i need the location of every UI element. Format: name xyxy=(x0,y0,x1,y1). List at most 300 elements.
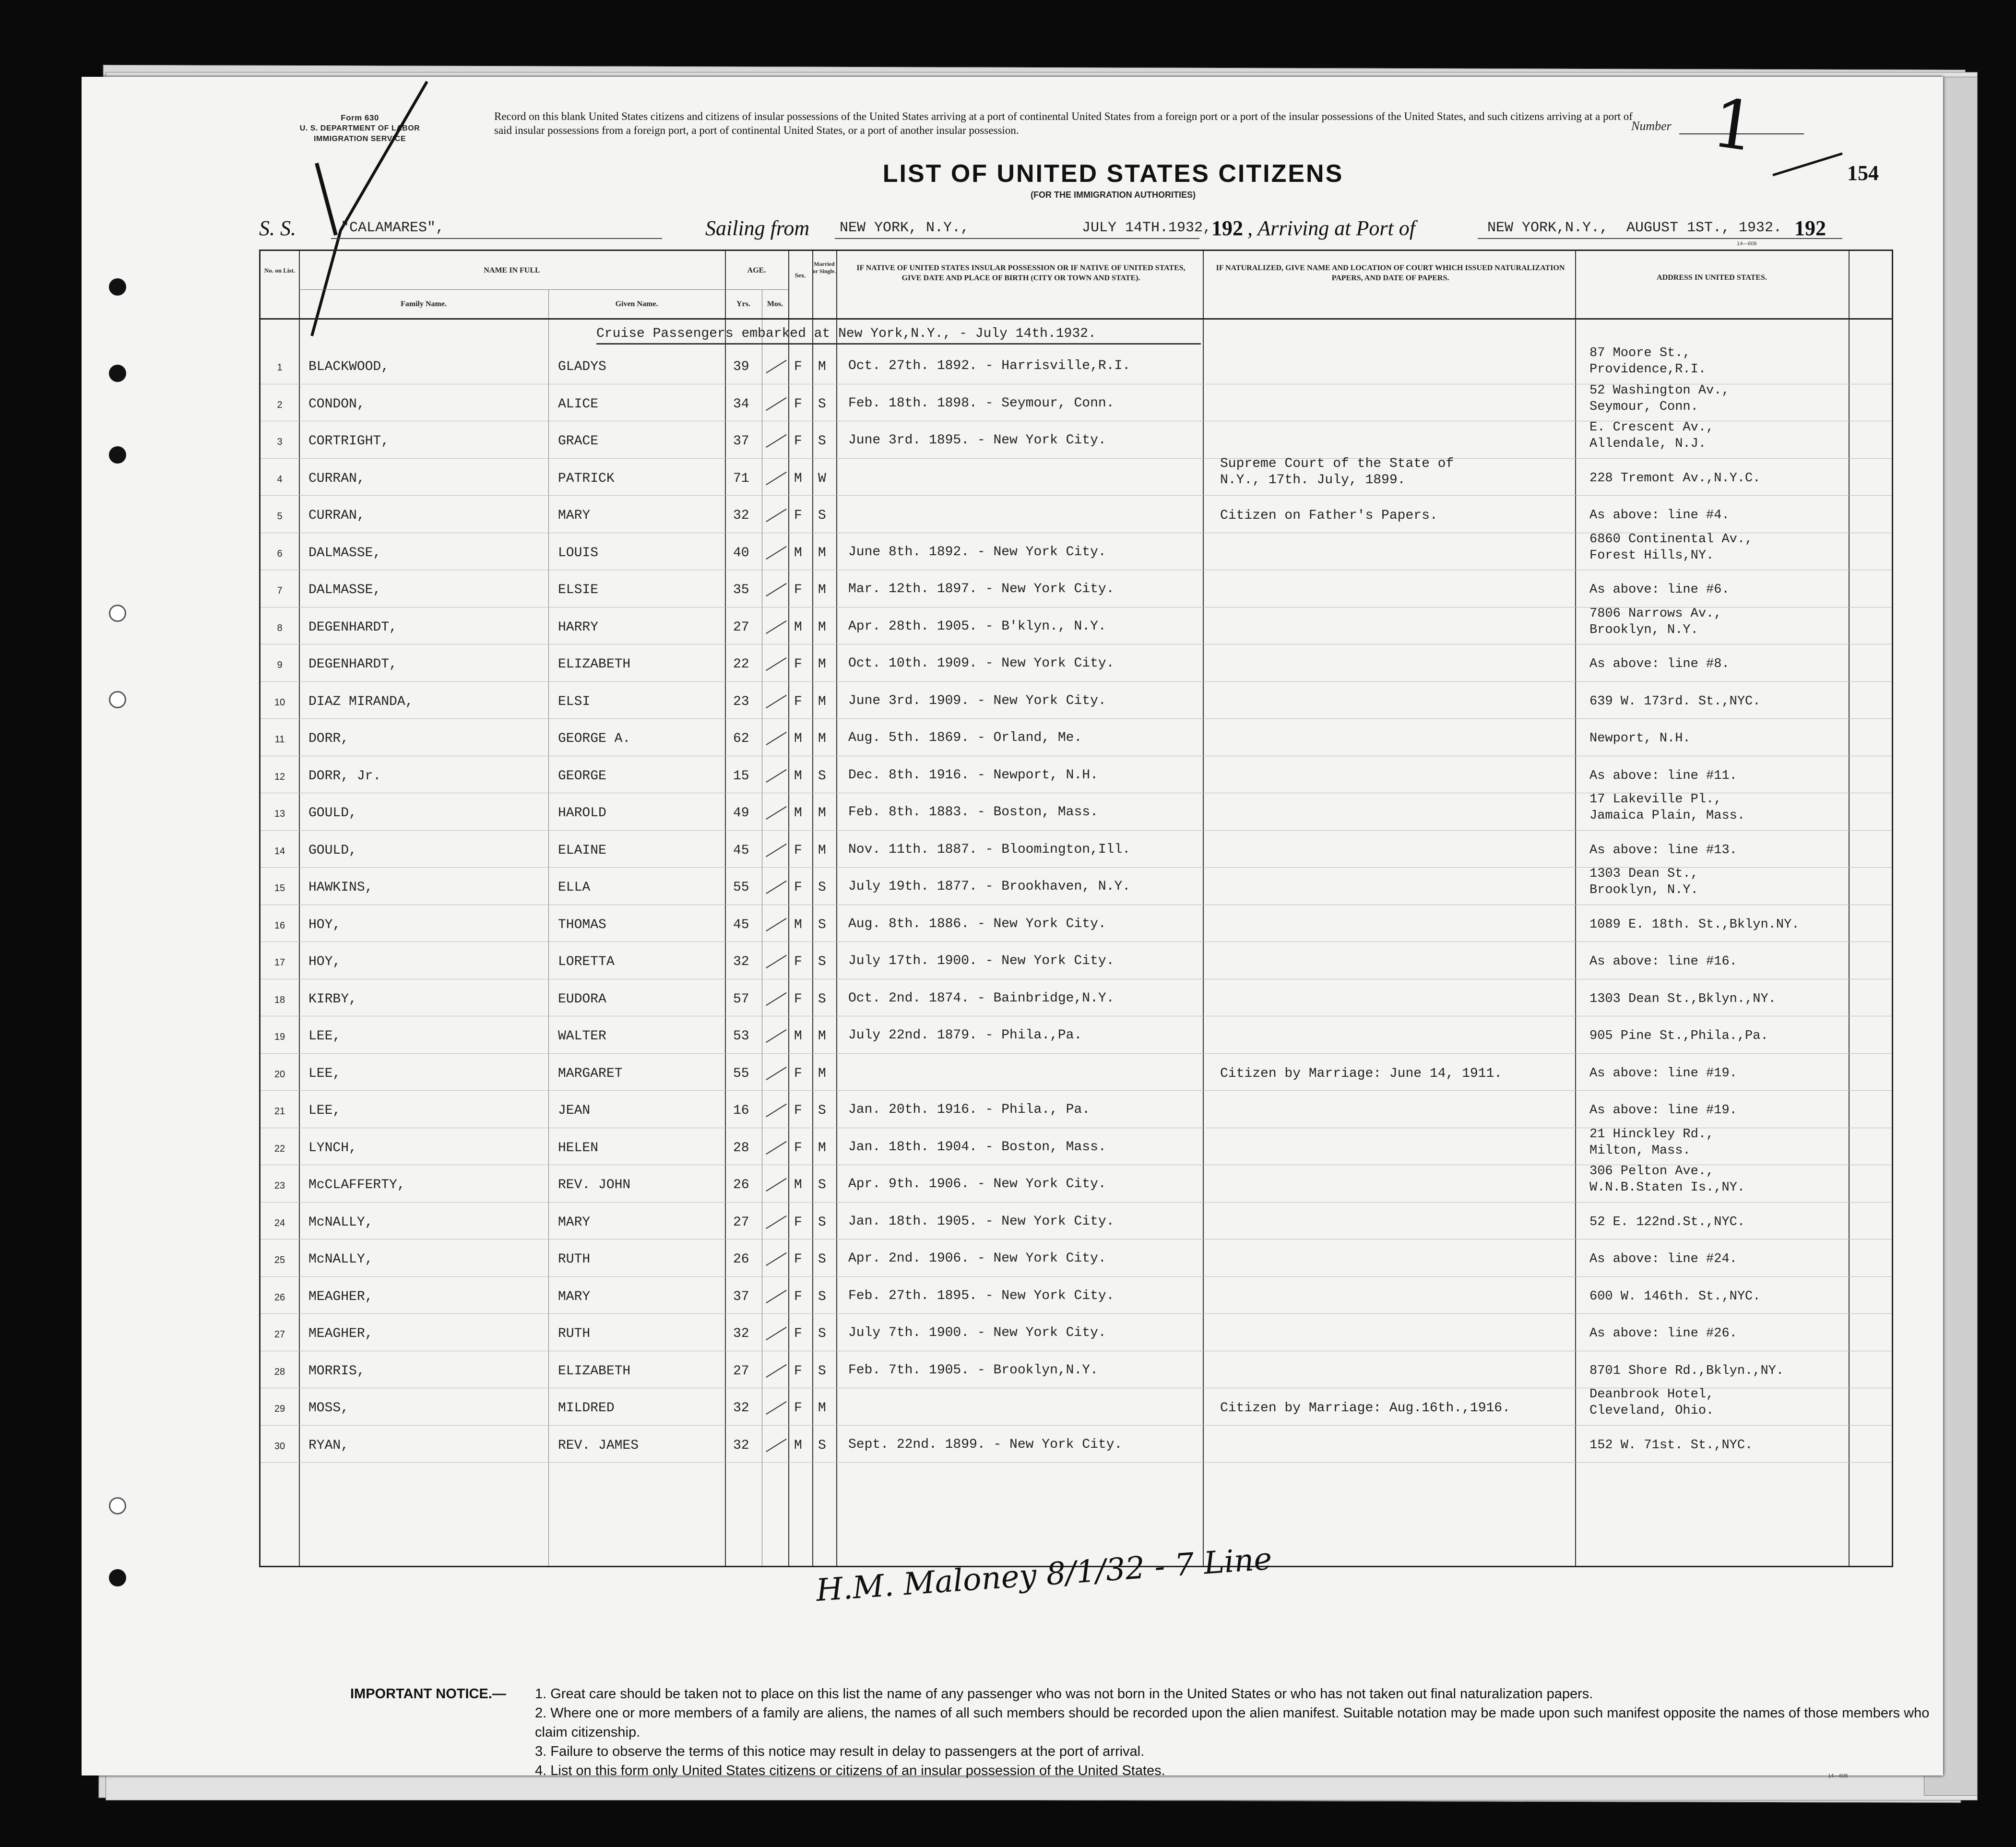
check-tick xyxy=(766,583,786,596)
notice-item: 1. Great care should be taken not to place on this list the name of any passenger who was not born in the United States or who has not taken out final naturalization papers. xyxy=(535,1686,1593,1702)
row-number: 22 xyxy=(274,1143,285,1154)
check-tick xyxy=(766,955,786,968)
marital-status: M xyxy=(818,1066,826,1081)
naturalization-info: Citizen on Father's Papers. xyxy=(1220,508,1438,523)
col-header-yrs: Yrs. xyxy=(736,300,750,308)
sex: F xyxy=(794,843,802,858)
naturalization-info: Citizen by Marriage: Aug.16th.,1916. xyxy=(1220,1401,1510,1416)
birth-info: Feb. 18th. 1898. - Seymour, Conn. xyxy=(848,395,1115,411)
address-line-1: 87 Moore St., xyxy=(1589,346,1691,360)
check-tick xyxy=(766,1215,786,1228)
row-number: 3 xyxy=(277,437,283,447)
col-header-given: Given Name. xyxy=(615,300,658,308)
manifest-page xyxy=(82,77,1943,1779)
row-number: 28 xyxy=(274,1366,285,1377)
table-row xyxy=(261,1091,1892,1128)
sex: M xyxy=(794,1178,802,1192)
age-years: 39 xyxy=(733,359,749,374)
address-line-1: 600 W. 146th. St.,NYC. xyxy=(1589,1289,1761,1304)
family-name: DORR, Jr. xyxy=(308,768,381,784)
row-number: 18 xyxy=(274,994,285,1005)
table-row xyxy=(261,1016,1892,1054)
marital-status: S xyxy=(818,508,826,523)
birth-info: Sept. 22nd. 1899. - New York City. xyxy=(848,1437,1123,1452)
address-line-1: As above: line #19. xyxy=(1589,1103,1737,1118)
footer-code: 14—606 xyxy=(1828,1773,1848,1779)
check-tick xyxy=(766,694,786,708)
age-years: 32 xyxy=(733,1438,749,1453)
sailing-label: Sailing from xyxy=(705,216,810,240)
address-line-1: 1303 Dean St., xyxy=(1589,867,1698,881)
check-tick xyxy=(766,1141,786,1154)
address-line-2: Forest Hills,NY. xyxy=(1589,548,1714,563)
address-line-2: Brooklyn, N.Y. xyxy=(1589,883,1698,897)
given-name: JEAN xyxy=(558,1103,591,1118)
family-name: LEE, xyxy=(308,1029,341,1044)
sex: F xyxy=(794,657,802,672)
sex: M xyxy=(794,768,802,784)
sex: M xyxy=(794,1029,802,1044)
row-number: 1 xyxy=(277,362,283,373)
col-header-sex: Sex. xyxy=(795,272,806,279)
given-name: MARY xyxy=(558,1289,591,1304)
address-line-1: 7806 Narrows Av., xyxy=(1589,606,1722,621)
family-name: MEAGHER, xyxy=(308,1326,373,1341)
sex: F xyxy=(794,1066,802,1081)
family-name: McNALLY, xyxy=(308,1215,373,1230)
sex: M xyxy=(794,1438,802,1453)
family-name: CURRAN, xyxy=(308,471,365,486)
birth-info: Oct. 27th. 1892. - Harrisville,R.I. xyxy=(848,358,1131,373)
table-row xyxy=(261,421,1892,459)
birth-info: June 3rd. 1909. - New York City. xyxy=(848,693,1106,708)
age-years: 37 xyxy=(733,434,749,449)
row-number: 8 xyxy=(277,622,283,633)
marital-status: S xyxy=(818,434,826,449)
table-row xyxy=(261,1054,1892,1091)
marital-status: M xyxy=(818,1029,826,1044)
handwritten-signature: H.M. Maloney 8/1/32 - 7 Line xyxy=(815,1541,1273,1609)
family-name: CURRAN, xyxy=(308,508,365,523)
given-name: HARRY xyxy=(558,620,599,635)
age-years: 15 xyxy=(733,768,749,784)
birth-info: Feb. 7th. 1905. - Brooklyn,N.Y. xyxy=(848,1362,1098,1378)
ss-label: S. S. xyxy=(259,216,296,240)
age-years: 62 xyxy=(733,731,749,746)
marital-status: S xyxy=(818,396,826,412)
marital-status: M xyxy=(818,1401,826,1416)
table-row xyxy=(261,905,1892,942)
check-tick xyxy=(766,1066,786,1080)
marital-status: M xyxy=(818,359,826,374)
sex: M xyxy=(794,731,802,746)
notice-heading: IMPORTANT NOTICE.— xyxy=(350,1686,506,1702)
family-name: HOY, xyxy=(308,917,341,932)
sex: F xyxy=(794,694,802,709)
table-row xyxy=(261,1426,1892,1463)
col-header-mos: Mos. xyxy=(767,300,783,308)
address-line-1: 306 Pelton Ave., xyxy=(1589,1164,1714,1179)
form-number: Form 630 xyxy=(341,113,379,122)
check-tick xyxy=(766,881,786,894)
row-number: 19 xyxy=(274,1032,285,1042)
address-line-2: Seymour, Conn. xyxy=(1589,399,1698,414)
marital-status: S xyxy=(818,1103,826,1118)
age-years: 53 xyxy=(733,1029,749,1044)
marital-status: S xyxy=(818,954,826,969)
sex: F xyxy=(794,880,802,895)
table-row xyxy=(261,456,1892,496)
col-header-name: NAME IN FULL xyxy=(484,266,540,274)
service-name: IMMIGRATION SERVICE xyxy=(313,135,406,143)
address-line-1: 52 Washington Av., xyxy=(1589,383,1730,398)
address-line-1: As above: line #6. xyxy=(1589,583,1730,597)
birth-info: Oct. 10th. 1909. - New York City. xyxy=(848,656,1115,671)
birth-info: Nov. 11th. 1887. - Bloomington,Ill. xyxy=(848,842,1131,857)
sex: M xyxy=(794,620,802,635)
check-tick xyxy=(766,732,786,745)
naturalization-info: Citizen by Marriage: June 14, 1911. xyxy=(1220,1066,1503,1081)
age-years: 23 xyxy=(733,694,749,709)
age-years: 27 xyxy=(733,1215,749,1230)
birth-info: Apr. 28th. 1905. - B'klyn., N.Y. xyxy=(848,619,1106,634)
address-line-1: 905 Pine St.,Phila.,Pa. xyxy=(1589,1029,1768,1043)
age-years: 45 xyxy=(733,843,749,858)
binder-hole xyxy=(109,1569,126,1586)
intro-text: Record on this blank United States citizens and citizens of insular possessions of the United States arriving at a port of continental United States from a foreign port or a port of the insular possessions of the United States, and such citizens arriving at a port of said insular possessions from a foreign port, a port of continental United States, or a port of another insular possession. xyxy=(494,110,1633,136)
marital-status: M xyxy=(818,620,826,635)
given-name: ELIZABETH xyxy=(558,1363,631,1379)
birth-info: Aug. 5th. 1869. - Orland, Me. xyxy=(848,730,1082,745)
row-number: 15 xyxy=(274,883,285,894)
table-row xyxy=(261,1239,1892,1277)
row-number: 27 xyxy=(274,1329,285,1340)
family-name: CORTRIGHT, xyxy=(308,434,390,449)
check-tick xyxy=(766,657,786,671)
address-line-1: E. Crescent Av., xyxy=(1589,420,1714,435)
check-tick xyxy=(766,1252,786,1266)
family-name: MORRIS, xyxy=(308,1363,365,1379)
given-name: MARY xyxy=(558,1215,591,1230)
birth-info: Jan. 18th. 1905. - New York City. xyxy=(848,1214,1115,1229)
age-years: 55 xyxy=(733,1066,749,1081)
birth-info: June 3rd. 1895. - New York City. xyxy=(848,433,1106,448)
col-header-family: Family Name. xyxy=(401,300,447,308)
family-name: DEGENHARDT, xyxy=(308,620,397,635)
given-name: LOUIS xyxy=(558,545,599,560)
address-line-1: 17 Lakeville Pl., xyxy=(1589,792,1722,807)
family-name: GOULD, xyxy=(308,843,357,858)
age-years: 40 xyxy=(733,545,749,560)
age-years: 49 xyxy=(733,806,749,821)
table-row xyxy=(261,570,1892,608)
row-number: 7 xyxy=(277,585,283,596)
sailing-underline xyxy=(835,238,1199,239)
sex: F xyxy=(794,508,802,523)
family-name: HAWKINS, xyxy=(308,880,373,895)
birth-info: Jan. 18th. 1904. - Boston, Mass. xyxy=(848,1139,1106,1155)
address-line-2: Providence,R.I. xyxy=(1589,362,1707,377)
row-number: 11 xyxy=(274,734,285,745)
row-number: 2 xyxy=(277,399,283,410)
address-line-1: As above: line #16. xyxy=(1589,954,1737,969)
sex: F xyxy=(794,1252,802,1267)
given-name: GEORGE xyxy=(558,768,606,784)
address-line-1: 8701 Shore Rd.,Bklyn.,NY. xyxy=(1589,1363,1784,1378)
document-title: LIST OF UNITED STATES CITIZENS xyxy=(882,160,1344,188)
binder-hole xyxy=(109,1497,126,1514)
birth-info: Aug. 8th. 1886. - New York City. xyxy=(848,916,1106,931)
marital-status: M xyxy=(818,657,826,672)
marital-status: W xyxy=(818,471,826,486)
marital-status: M xyxy=(818,843,826,858)
age-years: 26 xyxy=(733,1252,749,1267)
address-line-2: Cleveland, Ohio. xyxy=(1589,1404,1714,1418)
cruise-note-underline xyxy=(596,343,1201,345)
age-years: 27 xyxy=(733,620,749,635)
row-number: 29 xyxy=(274,1404,285,1414)
age-years: 55 xyxy=(733,880,749,895)
arrival-date: AUGUST 1ST., 1932. xyxy=(1626,220,1782,236)
age-years: 35 xyxy=(733,583,749,597)
check-tick xyxy=(766,546,786,559)
check-tick xyxy=(766,1029,786,1043)
table-row xyxy=(261,1165,1892,1203)
table-row xyxy=(261,1314,1892,1351)
marital-status: M xyxy=(818,806,826,821)
row-number: 5 xyxy=(277,511,283,522)
row-number: 14 xyxy=(274,846,285,857)
birth-info: July 7th. 1900. - New York City. xyxy=(848,1325,1106,1340)
birth-info: July 22nd. 1879. - Phila.,Pa. xyxy=(848,1028,1082,1043)
passenger-table xyxy=(259,250,1893,1567)
table-row xyxy=(261,1203,1892,1240)
given-name: MARY xyxy=(558,508,591,523)
address-line-1: 52 E. 122nd.St.,NYC. xyxy=(1589,1215,1745,1229)
given-name: GLADYS xyxy=(558,359,606,374)
col-header-naturalized: IF NATURALIZED, GIVE NAME AND LOCATION OF COURT WHICH ISSUED NATURALIZATION PAPERS, AND DATE OF PAPERS. xyxy=(1216,264,1565,282)
ship-name: "CALAMARES", xyxy=(341,220,445,236)
table-row xyxy=(261,384,1892,422)
address-line-1: As above: line #24. xyxy=(1589,1252,1737,1266)
marital-status: S xyxy=(818,1215,826,1230)
notice-item: 3. Failure to observe the terms of this notice may result in delay to passengers at the port of arrival. xyxy=(535,1744,1145,1759)
page-number: 154 xyxy=(1847,161,1879,185)
table-row xyxy=(261,496,1892,533)
ship-underline xyxy=(331,238,662,239)
address-line-2: Allendale, N.J. xyxy=(1589,437,1707,451)
birth-info: Feb. 27th. 1895. - New York City. xyxy=(848,1288,1115,1303)
marital-status: S xyxy=(818,1289,826,1304)
birth-info: Apr. 2nd. 1906. - New York City. xyxy=(848,1251,1106,1266)
address-line-1: As above: line #26. xyxy=(1589,1326,1737,1341)
age-years: 57 xyxy=(733,991,749,1007)
check-tick xyxy=(766,1327,786,1340)
row-number: 25 xyxy=(274,1255,285,1265)
family-name: DORR, xyxy=(308,731,349,746)
sex: M xyxy=(794,545,802,560)
row-number: 20 xyxy=(274,1069,285,1080)
marital-status: M xyxy=(818,583,826,597)
address-line-1: 152 W. 71st. St.,NYC. xyxy=(1589,1438,1753,1453)
sex: F xyxy=(794,954,802,969)
age-years: 16 xyxy=(733,1103,749,1118)
table-row xyxy=(261,979,1892,1017)
row-number: 12 xyxy=(274,771,285,782)
row-number: 17 xyxy=(274,957,285,968)
age-years: 34 xyxy=(733,396,749,412)
address-line-1: As above: line #8. xyxy=(1589,657,1730,671)
address-line-1: As above: line #11. xyxy=(1589,768,1737,783)
marital-status: M xyxy=(818,545,826,560)
given-name: ELSI xyxy=(558,694,591,709)
family-name: BLACKWOOD, xyxy=(308,359,390,374)
marital-status: S xyxy=(818,1252,826,1267)
sex: M xyxy=(794,471,802,486)
check-tick xyxy=(766,471,786,485)
handwritten-page-mark xyxy=(1770,149,1847,182)
age-years: 32 xyxy=(733,954,749,969)
check-tick xyxy=(766,1364,786,1377)
given-name: WALTER xyxy=(558,1029,606,1044)
sex: F xyxy=(794,1215,802,1230)
family-name: RYAN, xyxy=(308,1438,349,1453)
naturalization-info: Supreme Court of the State of N.Y., 17th. July, 1899. xyxy=(1220,456,1454,488)
check-tick xyxy=(766,1438,786,1452)
birth-info: Feb. 8th. 1883. - Boston, Mass. xyxy=(848,805,1098,820)
address-line-1: As above: line #13. xyxy=(1589,843,1737,858)
binder-hole xyxy=(109,278,126,296)
check-tick xyxy=(766,918,786,931)
address-line-1: As above: line #4. xyxy=(1589,508,1730,523)
age-years: 32 xyxy=(733,1401,749,1416)
cruise-note: Cruise Passengers embarked at New York,N.Y., - July 14th.1932. xyxy=(596,326,1096,341)
birth-info: July 19th. 1877. - Brookhaven, N.Y. xyxy=(848,879,1131,894)
row-number: 30 xyxy=(274,1441,285,1452)
department-name: U. S. DEPARTMENT OF LABOR xyxy=(299,124,420,132)
marital-status: S xyxy=(818,917,826,932)
given-name: REV. JOHN xyxy=(558,1178,631,1192)
sex: F xyxy=(794,434,802,449)
notice-item: 4. List on this form only United States citizens or citizens of an insular possession of the United States. xyxy=(535,1763,1165,1778)
given-name: RUTH xyxy=(558,1326,591,1341)
binder-hole xyxy=(109,365,126,382)
sailing-port: NEW YORK, N.Y., xyxy=(840,220,970,236)
row-number: 26 xyxy=(274,1292,285,1303)
check-tick xyxy=(766,620,786,633)
col-header-address: ADDRESS IN UNITED STATES. xyxy=(1657,274,1767,282)
sex: F xyxy=(794,1363,802,1379)
family-name: McCLAFFERTY, xyxy=(308,1178,405,1192)
address-line-1: 6860 Continental Av., xyxy=(1589,532,1753,547)
sex: M xyxy=(794,806,802,821)
sex: F xyxy=(794,359,802,374)
table-row xyxy=(261,1128,1892,1166)
family-name: McNALLY, xyxy=(308,1252,373,1267)
family-name: LEE, xyxy=(308,1066,341,1081)
family-name: HOY, xyxy=(308,954,341,969)
given-name: ELAINE xyxy=(558,843,606,858)
age-years: 22 xyxy=(733,657,749,672)
birth-info: June 8th. 1892. - New York City. xyxy=(848,544,1106,560)
arriving-label: , Arriving at Port of xyxy=(1247,216,1415,240)
number-label: Number xyxy=(1631,119,1672,133)
age-years: 28 xyxy=(733,1140,749,1156)
row-number: 13 xyxy=(274,809,285,819)
table-row xyxy=(261,533,1892,571)
check-tick xyxy=(766,509,786,522)
document-subtitle: (FOR THE IMMIGRATION AUTHORITIES) xyxy=(1031,190,1196,200)
marital-status: S xyxy=(818,768,826,784)
sex: F xyxy=(794,583,802,597)
binder-hole xyxy=(109,446,126,464)
family-name: GOULD, xyxy=(308,806,357,821)
family-name: DALMASSE, xyxy=(308,545,381,560)
given-name: EUDORA xyxy=(558,991,606,1007)
address-line-1: 228 Tremont Av.,N.Y.C. xyxy=(1589,471,1761,486)
check-tick xyxy=(766,1401,786,1415)
given-name: MILDRED xyxy=(558,1401,615,1416)
address-line-2: Brooklyn, N.Y. xyxy=(1589,622,1698,637)
birth-info: July 17th. 1900. - New York City. xyxy=(848,953,1115,968)
row-number: 23 xyxy=(274,1180,285,1191)
address-line-1: 21 Hinckley Rd., xyxy=(1589,1127,1714,1142)
age-years: 27 xyxy=(733,1363,749,1379)
marital-status: S xyxy=(818,1363,826,1379)
arrival-port: NEW YORK,N.Y., xyxy=(1487,220,1609,236)
check-tick xyxy=(766,1104,786,1117)
marital-status: M xyxy=(818,694,826,709)
given-name: ALICE xyxy=(558,396,599,412)
address-line-1: 639 W. 173rd. St.,NYC. xyxy=(1589,694,1761,709)
check-tick xyxy=(766,1178,786,1192)
check-tick xyxy=(766,806,786,820)
row-number: 4 xyxy=(277,474,283,485)
family-name: LYNCH, xyxy=(308,1140,357,1156)
col-header-birth: IF NATIVE OF UNITED STATES INSULAR POSSESSION OR IF NATIVE OF UNITED STATES, GIVE DATE AND PLACE OF BIRTH (CITY OR TOWN AND STATE). xyxy=(856,264,1186,282)
table-row xyxy=(261,719,1892,756)
age-years: 37 xyxy=(733,1289,749,1304)
sex: F xyxy=(794,991,802,1007)
family-name: DALMASSE, xyxy=(308,583,381,597)
given-name: HAROLD xyxy=(558,806,606,821)
table-row xyxy=(261,1388,1892,1426)
address-line-1: Newport, N.H. xyxy=(1589,731,1691,746)
row-number: 10 xyxy=(274,697,285,708)
check-tick xyxy=(766,1289,786,1303)
address-line-2: W.N.B.Staten Is.,NY. xyxy=(1589,1180,1745,1195)
check-tick xyxy=(766,992,786,1005)
marital-status: M xyxy=(818,1140,826,1156)
binder-hole xyxy=(109,691,126,708)
given-name: ELSIE xyxy=(558,583,599,597)
birth-info: Dec. 8th. 1916. - Newport, N.H. xyxy=(848,767,1098,783)
form-code: 14—606 xyxy=(1737,241,1757,247)
marital-status: S xyxy=(818,880,826,895)
age-years: 26 xyxy=(733,1178,749,1192)
given-name: PATRICK xyxy=(558,471,615,486)
table-row xyxy=(261,793,1892,831)
given-name: RUTH xyxy=(558,1252,591,1267)
family-name: DIAZ MIRANDA, xyxy=(308,694,414,709)
sex: F xyxy=(794,1289,802,1304)
age-years: 32 xyxy=(733,1326,749,1341)
row-number: 9 xyxy=(277,660,283,670)
col-header-age: AGE. xyxy=(747,266,766,274)
col-header-no: No. on List. xyxy=(264,267,296,274)
address-line-2: Jamaica Plain, Mass. xyxy=(1589,809,1745,823)
age-years: 32 xyxy=(733,508,749,523)
